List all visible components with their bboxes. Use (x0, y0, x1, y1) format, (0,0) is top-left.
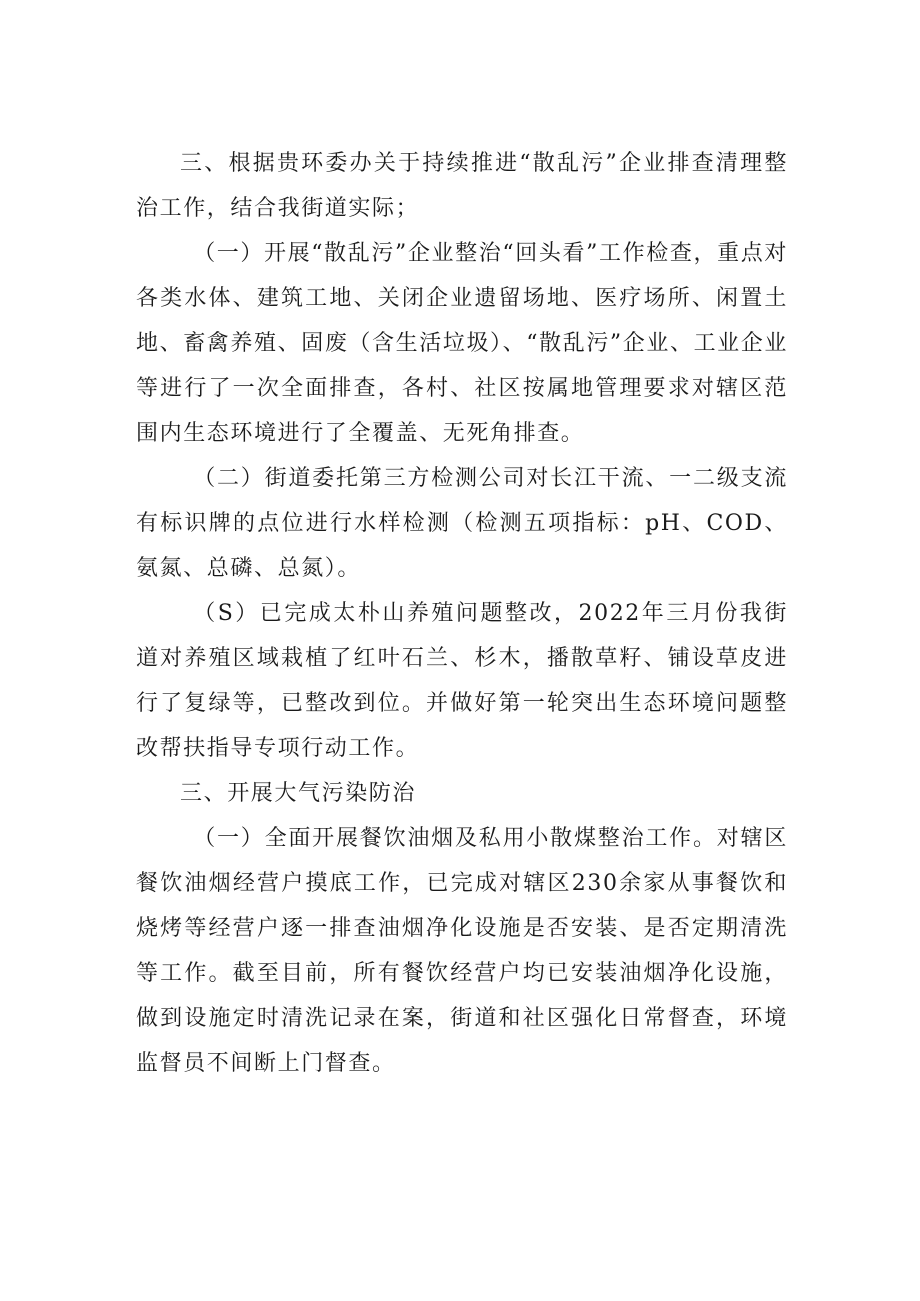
paragraph-item-1-inspection: （一）开展“散乱污”企业整治“回头看”工作检查，重点对各类水体、建筑工地、关闭企业遗留场地、医疗场所、闲置土地、畜禽养殖、固废（含生活垃圾）、“散乱污”企业、工业企业等进行了一次全面排查，各村、社区按属地管理要求对辖区范围内生态环境进行了全覆盖、无死角排查。 (136, 241, 788, 446)
document-body (136, 141, 788, 1086)
paragraph-item-2-water-testing: （二）街道委托第三方检测公司对长江干流、一二级支流有标识牌的点位进行水样检测（检测五项指标：pH、COD、氨氮、总磷、总氮）。 (136, 466, 788, 581)
paragraph-section-3-intro: 三、根据贵环委办关于持续推进“散乱污”企业排查清理整治工作，结合我街道实际； (136, 151, 788, 221)
paragraph-item-3-rectification: （S）已完成太朴山养殖问题整改，2022年三月份我街道对养殖区域栽植了红叶石兰、杉木，播散草籽、铺设草皮进行了复绿等，已整改到位。并做好第一轮突出生态环境问题整改帮扶指导专项行动工作。 (136, 601, 788, 761)
section-heading-air-pollution: 三、开展大气污染防治 (180, 781, 417, 806)
paragraph-item-1-catering-fumes: （一）全面开展餐饮油烟及私用小散煤整治工作。对辖区餐饮油烟经营户摸底工作，已完成对辖区230余家从事餐饮和烧烤等经营户逐一排查油烟净化设施是否安装、是否定期清洗等工作。截至目前，所有餐饮经营户均已安装油烟净化设施，做到设施定时清洗记录在案，街道和社区强化日常督查，环境监督员不间断上门督查。 (136, 826, 788, 1076)
